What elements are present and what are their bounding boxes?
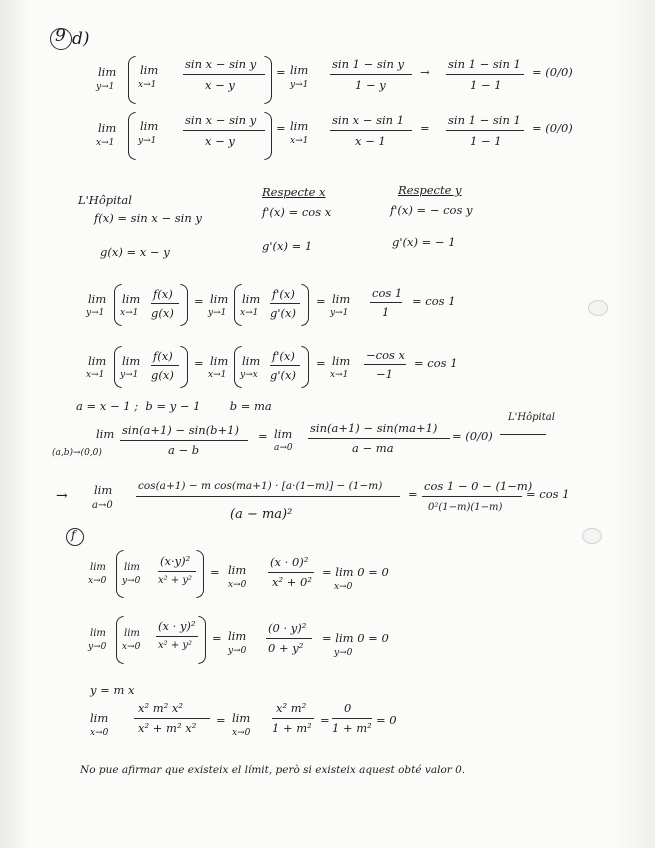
fraction-3-bar (446, 74, 524, 75)
substitution-line: a = x − 1 ; b = y − 1 b = ma (76, 399, 272, 413)
col1-f-derivative: f'(x) = cos x (262, 205, 332, 219)
fraction-2-denominator: g'(x) (270, 368, 296, 382)
fraction-2-bar (268, 572, 314, 573)
result: = lim 0 = 0 (322, 631, 389, 645)
lim-a: lim (88, 354, 107, 368)
lim-inner-sub: x→0 (122, 642, 141, 652)
exercise-part-label: d) (72, 29, 90, 49)
fraction-denominator: g(x) (151, 368, 174, 382)
fraction-bar (158, 571, 196, 572)
lim-2-sub: x→0 (232, 728, 251, 738)
fraction-3-numerator: sin 1 − sin 1 (448, 113, 521, 127)
fraction-2-numerator: sin x − sin 1 (332, 113, 405, 127)
equals-sign: = (276, 121, 286, 135)
punch-hole-top (588, 300, 608, 316)
fraction-denominator: x² + m² x² (138, 721, 197, 735)
lim-inner-sub: y→0 (122, 576, 141, 586)
fraction-numerator: sin x − sin y (185, 113, 257, 127)
lim-e-sub: x→1 (330, 370, 349, 380)
lim-2-sub: a→0 (274, 443, 293, 453)
equals-sign: = (210, 565, 220, 579)
fraction-bar (134, 718, 210, 719)
fraction-2-numerator: (x · 0)² (270, 555, 309, 569)
fraction-3-numerator: 0 (344, 701, 352, 715)
equals-sign-2: = (316, 356, 326, 370)
lim-c-sub: x→1 (208, 370, 227, 380)
lim: lim (94, 483, 113, 497)
g-definition: g(x) = x − y (100, 245, 170, 259)
lim-2-sub: x→1 (290, 136, 309, 146)
result-sub: x→0 (334, 582, 353, 592)
paren-right (198, 616, 206, 664)
lim-b: lim (122, 292, 141, 306)
equals-sign: = (194, 356, 204, 370)
fraction-2-bar (272, 718, 314, 719)
lim-outer-sub: x→0 (88, 576, 107, 586)
equals-sign: = (258, 429, 268, 443)
lim-c: lim (210, 354, 229, 368)
fraction-2-bar (270, 303, 300, 304)
lim-outer: lim (90, 628, 106, 639)
fraction-2-denominator: 0 + y² (268, 641, 304, 655)
fraction-bar (120, 440, 248, 441)
fraction-denominator: x − y (205, 134, 235, 148)
lim-outer-sub: x→1 (96, 138, 115, 148)
lim-2-sub: y→0 (228, 646, 247, 656)
fraction-2-bar (422, 496, 522, 497)
result: = cos 1 (526, 487, 570, 501)
fraction-bar (183, 74, 265, 75)
fraction-bar (151, 365, 179, 366)
lim-2: lim (274, 427, 293, 441)
e-substitution: y = m x (90, 683, 135, 697)
fraction-2-bar (330, 74, 412, 75)
paren-left-2 (234, 284, 242, 326)
lim-c: lim (210, 292, 229, 306)
lim-c-sub: y→1 (208, 308, 227, 318)
result: = (0/0) (532, 65, 573, 79)
equals-sign-2: = (316, 294, 326, 308)
fraction-2-bar (270, 365, 300, 366)
fraction-3-denominator: 1 − 1 (470, 134, 502, 148)
fraction-denominator: x − y (205, 78, 235, 92)
fraction-denominator: (a − ma)² (230, 507, 293, 522)
fraction-2-numerator: cos 1 − 0 − (1−m) (424, 479, 533, 493)
lim-b-sub: x→1 (120, 308, 139, 318)
conclusion-text: No pue afirmar que existeix el límit, però si existeix aquest obté valor 0. (80, 764, 466, 776)
col2-heading: Respecte y (398, 183, 462, 197)
lim-d: lim (242, 292, 261, 306)
fraction-2-numerator: sin(a+1) − sin(ma+1) (310, 421, 438, 435)
fraction-bar (151, 303, 179, 304)
fraction-denominator: x² + y² (158, 640, 193, 651)
fraction-numerator: cos(a+1) − m cos(ma+1) · [a·(1−m)] − (1−m) (138, 480, 383, 492)
col2-f-derivative: f'(x) = − cos y (390, 203, 473, 217)
lim-e-sub: y→1 (330, 308, 349, 318)
fraction-2-denominator: g'(x) (270, 306, 296, 320)
lim-inner: lim (140, 63, 159, 77)
fraction-3-denominator: −1 (376, 367, 393, 381)
scan-shadow-right (615, 0, 655, 848)
result: = lim 0 = 0 (322, 565, 389, 579)
lim-d: lim (242, 354, 261, 368)
paren-right-2 (301, 346, 309, 388)
fraction-3-bar (364, 364, 406, 365)
punch-hole-bottom (582, 528, 602, 544)
fraction-2-numerator: f'(x) (272, 349, 295, 363)
fraction-numerator: sin(a+1) − sin(b+1) (122, 423, 239, 437)
result: = cos 1 (412, 294, 456, 308)
col1-heading: Respecte x (262, 185, 326, 199)
fraction-3-numerator: cos 1 (372, 286, 403, 300)
result: = (0/0) (452, 429, 493, 443)
fraction-2-denominator: 1 + m² (272, 721, 312, 735)
fraction-2-numerator: f'(x) (272, 287, 295, 301)
paren-right (264, 56, 272, 104)
fraction-denominator: a − b (168, 443, 200, 457)
fraction-2-numerator: (0 · y)² (268, 621, 307, 635)
col1-g-derivative: g'(x) = 1 (262, 239, 313, 253)
paren-left (114, 346, 122, 388)
lim-inner-sub: y→1 (138, 136, 157, 146)
fraction-numerator: f(x) (153, 349, 173, 363)
fraction-3-denominator: 1 (382, 305, 390, 319)
exercise-e-label: f (71, 528, 76, 542)
paren-left (128, 112, 136, 160)
paren-left (116, 550, 124, 598)
lim-outer: lim (98, 65, 117, 79)
equals-sign: = (408, 487, 418, 501)
lim-inner: lim (140, 119, 159, 133)
lim-e: lim (332, 292, 351, 306)
equals-sign: = (212, 631, 222, 645)
lim-2-sub: x→0 (228, 580, 247, 590)
equals-sign: = (216, 713, 226, 727)
paren-right (196, 550, 204, 598)
arrow-sign: → (420, 65, 430, 79)
lim-d-sub: y→x (240, 370, 258, 380)
lim-b: lim (122, 354, 141, 368)
lim-2-sub: y→1 (290, 80, 309, 90)
fraction-2-numerator: x² m² (276, 701, 307, 715)
equals-sign-2: = (320, 713, 330, 727)
fraction-3-denominator: 1 − 1 (470, 78, 502, 92)
paren-left (114, 284, 122, 326)
fraction-2-denominator: a − ma (352, 441, 394, 455)
lim-outer: lim (90, 562, 106, 573)
lim-outer-sub: y→0 (88, 642, 107, 652)
lim-inner: lim (124, 628, 140, 639)
lim-inner: lim (124, 562, 140, 573)
equals-sign-2: = (420, 121, 430, 135)
lim-2: lim (228, 563, 247, 577)
fraction-3-bar (446, 130, 524, 131)
fraction-2-denominator: 0²(1−m)(1−m) (428, 502, 503, 513)
hopital-arrow-line (500, 434, 546, 435)
paren-right-2 (301, 284, 309, 326)
fraction-3-bar (332, 718, 372, 719)
lim-sub: a→0 (92, 500, 113, 511)
fraction-2-bar (266, 638, 312, 639)
lim-outer: lim (98, 121, 117, 135)
fraction-2-denominator: x² + 0² (272, 575, 312, 589)
lim-2: lim (228, 629, 247, 643)
lim-inner-sub: x→1 (138, 80, 157, 90)
exercise-number: 9 (55, 26, 66, 46)
fraction-denominator: g(x) (151, 306, 174, 320)
lim-outer-sub: y→1 (96, 82, 115, 92)
fraction-bar (136, 496, 400, 497)
fraction-numerator: f(x) (153, 287, 173, 301)
f-definition: f(x) = sin x − sin y (94, 211, 202, 225)
lim-sub: x→0 (90, 728, 109, 738)
implies-arrow: → (56, 488, 68, 504)
lim-d-sub: x→1 (240, 308, 259, 318)
lim-b-sub: y→1 (120, 370, 139, 380)
result-sub: y→0 (334, 648, 353, 658)
paren-left-2 (234, 346, 242, 388)
equals-sign: = (276, 65, 286, 79)
fraction-numerator: x² m² x² (138, 701, 184, 715)
lim-2: lim (290, 119, 309, 133)
fraction-bar (156, 636, 198, 637)
fraction-2-bar (308, 438, 450, 439)
lim-sub: (a,b)→(0,0) (52, 448, 102, 458)
lim-a-sub: y→1 (86, 308, 105, 318)
fraction-3-numerator: −cos x (366, 348, 406, 362)
hopital-note: L'Hôpital (508, 412, 555, 423)
lim-2: lim (232, 711, 251, 725)
lim-a-sub: x→1 (86, 370, 105, 380)
fraction-3-bar (370, 302, 402, 303)
lim-2: lim (290, 63, 309, 77)
lim: lim (90, 711, 109, 725)
fraction-2-numerator: sin 1 − sin y (332, 57, 405, 71)
paren-right (180, 284, 188, 326)
fraction-denominator: x² + y² (158, 575, 193, 586)
scan-shadow-left (0, 0, 28, 848)
result: = (0/0) (532, 121, 573, 135)
fraction-bar (183, 130, 265, 131)
fraction-3-denominator: 1 + m² (332, 721, 372, 735)
hopital-title: L'Hôpital (78, 193, 132, 207)
fraction-2-denominator: 1 − y (355, 78, 386, 92)
paren-right (180, 346, 188, 388)
result: = cos 1 (414, 356, 458, 370)
fraction-2-denominator: x − 1 (355, 134, 386, 148)
paren-left (116, 616, 124, 664)
result: = 0 (376, 713, 397, 727)
fraction-3-numerator: sin 1 − sin 1 (448, 57, 521, 71)
paren-left (128, 56, 136, 104)
equals-sign: = (194, 294, 204, 308)
fraction-numerator: (x · y)² (158, 619, 196, 633)
fraction-2-bar (330, 130, 412, 131)
lim: lim (96, 427, 115, 441)
fraction-numerator: sin x − sin y (185, 57, 257, 71)
lim-a: lim (88, 292, 107, 306)
paren-right (264, 112, 272, 160)
fraction-numerator: (x·y)² (160, 554, 191, 568)
col2-g-derivative: g'(x) = − 1 (392, 235, 456, 249)
lim-e: lim (332, 354, 351, 368)
